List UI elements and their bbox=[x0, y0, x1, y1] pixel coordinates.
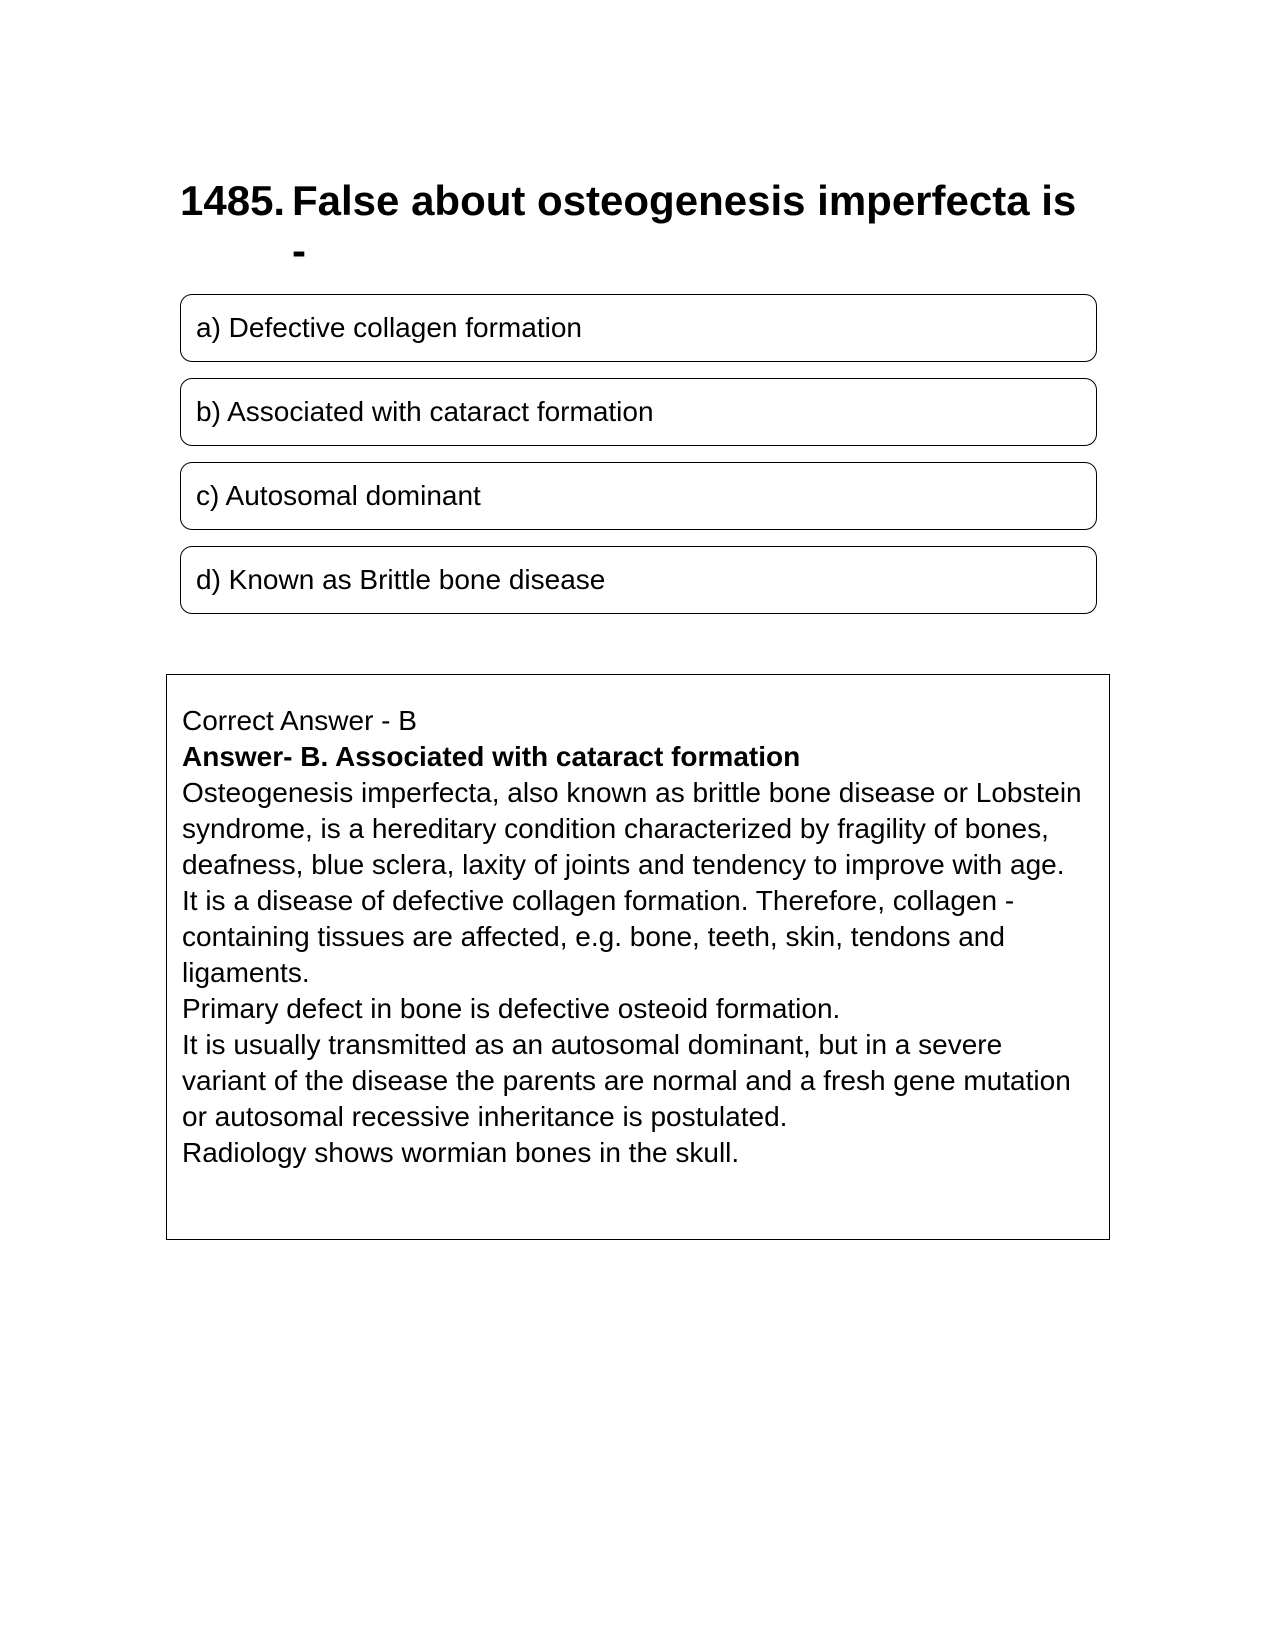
question-text: False about osteogenesis imperfecta is - bbox=[292, 177, 1077, 274]
explanation-paragraph: It is usually transmitted as an autosomal dominant, but in a severe variant of the disease the parents are normal and a fresh gene mutation or autosomal recessive inheritance is postulated. bbox=[182, 1029, 1071, 1132]
options-list bbox=[180, 294, 1097, 630]
option-d-label: d) Known as Brittle bone disease bbox=[196, 564, 606, 595]
correct-answer-line: Correct Answer - B bbox=[182, 705, 417, 736]
explanation-paragraph: Osteogenesis imperfecta, also known as brittle bone disease or Lobstein syndrome, is a hereditary condition characterized by fragility of bones, deafness, blue sclera, laxity of joints and tendency to improve with age. bbox=[182, 777, 1082, 880]
explanation-paragraph: Radiology shows wormian bones in the skull. bbox=[182, 1137, 740, 1168]
answer-explanation-box bbox=[166, 674, 1110, 1240]
option-c[interactable] bbox=[180, 462, 1097, 530]
option-b[interactable] bbox=[180, 378, 1097, 446]
option-a[interactable] bbox=[180, 294, 1097, 362]
explanation-paragraph: It is a disease of defective collagen formation. Therefore, collagen - containing tissues are affected, e.g. bone, teeth, skin, tendons and ligaments. bbox=[182, 885, 1015, 988]
option-c-label: c) Autosomal dominant bbox=[196, 480, 481, 511]
question-number: 1485. bbox=[180, 177, 286, 224]
answer-title: Answer- B. Associated with cataract formation bbox=[182, 741, 801, 772]
option-a-label: a) Defective collagen formation bbox=[196, 312, 582, 343]
explanation-paragraph: Primary defect in bone is defective osteoid formation. bbox=[182, 993, 841, 1024]
question-heading bbox=[180, 176, 1100, 276]
option-b-label: b) Associated with cataract formation bbox=[196, 396, 654, 427]
option-d[interactable] bbox=[180, 546, 1097, 614]
